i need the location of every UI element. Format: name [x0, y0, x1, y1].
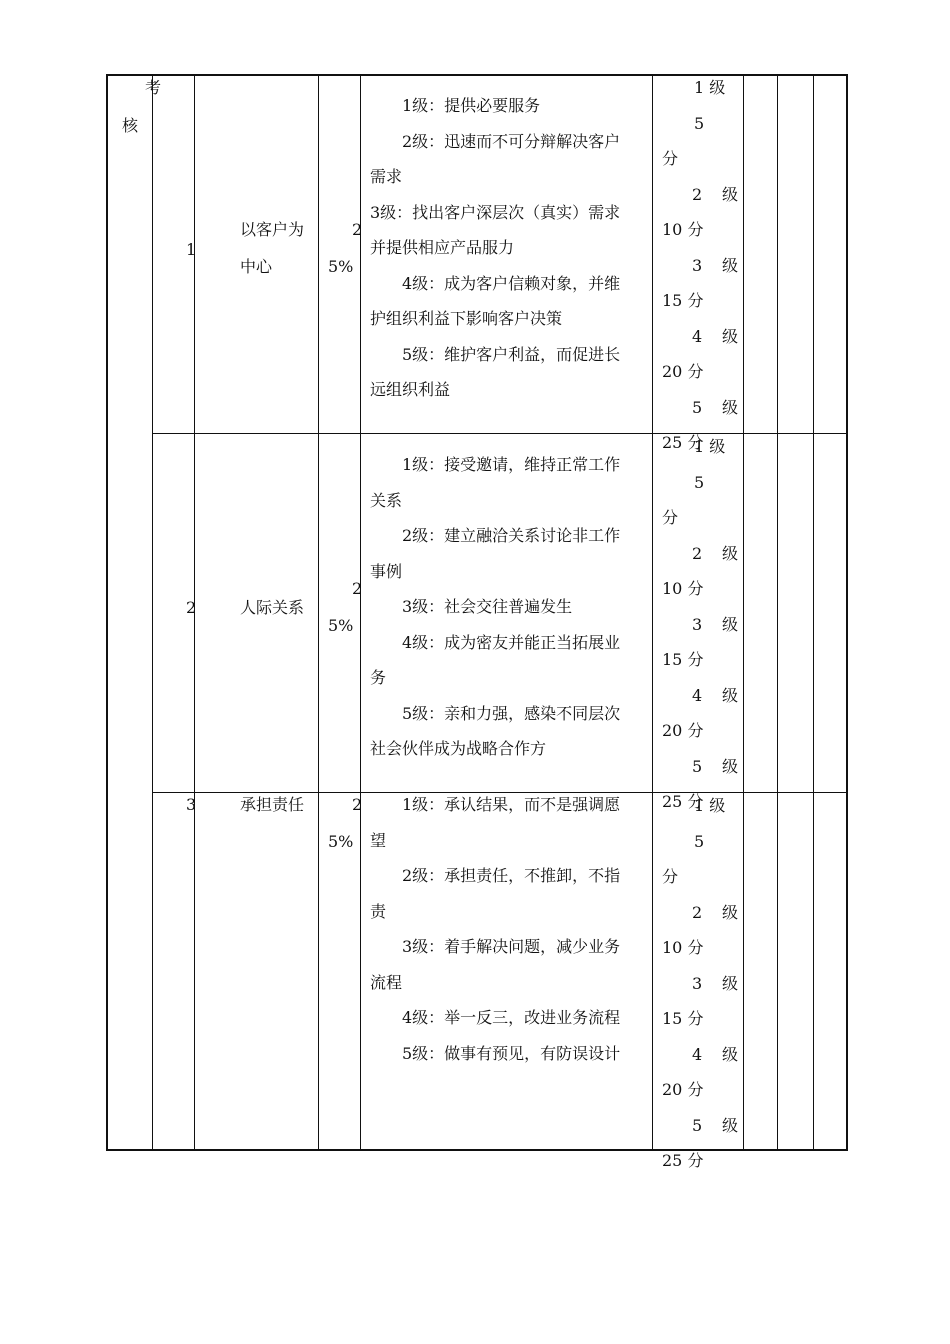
- score-line: 4 级: [692, 685, 738, 705]
- desc-line: 5级：做事有预见，有防误设计: [402, 1043, 621, 1063]
- row-weight: 2: [352, 795, 363, 814]
- row-description: [370, 88, 646, 408]
- row-weight: 5%: [328, 832, 354, 851]
- score-scale: [662, 70, 738, 461]
- desc-line: 护组织利益下影响客户决策: [370, 309, 563, 328]
- desc-line: 关系: [370, 490, 403, 510]
- row-description: [370, 787, 646, 1071]
- score-line: 2 级: [692, 543, 738, 563]
- row-name: 以客户为: [240, 220, 305, 239]
- desc-line: 3级：着手解决问题，减少业务: [402, 937, 621, 956]
- category-char-2: 核: [122, 116, 139, 135]
- desc-line: 务: [370, 668, 387, 687]
- desc-line: 3级：找出客户深层次（真实）需求: [370, 202, 621, 222]
- score-line: 25 分: [662, 792, 704, 811]
- desc-line: 远组织利益: [370, 380, 451, 399]
- grid-line: [652, 74, 653, 1151]
- score-line: 10 分: [662, 220, 704, 239]
- desc-line: 5级：亲和力强，感染不同层次: [402, 703, 621, 723]
- row-name: 中心: [240, 257, 273, 276]
- score-scale: [662, 788, 738, 1179]
- desc-line: 2级：建立融洽关系讨论非工作: [402, 526, 621, 545]
- score-line: 15 分: [662, 650, 704, 669]
- score-line: 5 级: [692, 1115, 738, 1135]
- score-line: 25 分: [662, 1151, 704, 1170]
- score-line: 分: [662, 508, 679, 527]
- desc-line: 流程: [370, 972, 403, 992]
- desc-line: 2级：迅速而不可分辩解决客户: [402, 131, 621, 151]
- desc-line: 4级：举一反三，改进业务流程: [402, 1008, 621, 1027]
- desc-line: 望: [370, 830, 387, 850]
- score-line: 20 分: [662, 362, 704, 381]
- score-line: 5 级: [692, 756, 738, 776]
- score-line: 1 级 5: [694, 437, 726, 492]
- score-scale: [662, 429, 738, 820]
- score-line: 分: [662, 149, 679, 168]
- category-char-1: 考: [145, 78, 162, 97]
- score-line: 1 级 5: [694, 78, 726, 133]
- score-line: 2 级: [692, 902, 738, 922]
- row-divider: [152, 433, 848, 434]
- desc-line: 并提供相应产品服力: [370, 238, 515, 257]
- desc-line: 需求: [370, 167, 403, 186]
- score-line: 10 分: [662, 938, 704, 957]
- score-line: 4 级: [692, 326, 738, 346]
- desc-line: 1级：提供必要服务: [402, 96, 541, 115]
- grid-line: [152, 74, 153, 434]
- score-line: 3 级: [692, 255, 738, 275]
- desc-line: 5级：维护客户利益，而促进长: [402, 344, 621, 364]
- row-weight: 5%: [328, 616, 354, 635]
- row-number: 3: [186, 795, 197, 814]
- row-weight: 2: [352, 579, 363, 598]
- score-line: 3 级: [692, 973, 738, 993]
- row-weight: 2: [352, 220, 363, 239]
- score-line: 4 级: [692, 1044, 738, 1064]
- grid-line: [318, 74, 319, 1151]
- row-name: 承担责任: [240, 795, 305, 814]
- desc-line: 4级：成为密友并能正当拓展业: [402, 632, 621, 652]
- grid-line: [777, 74, 778, 1151]
- score-line: 25 分: [662, 433, 704, 452]
- grid-line: [743, 74, 744, 1151]
- row-description: [370, 447, 646, 767]
- desc-line: 1级：承认结果，而不是强调愿: [402, 795, 621, 814]
- row-number: 2: [186, 598, 197, 617]
- desc-line: 4级：成为客户信赖对象，并维: [402, 273, 621, 293]
- desc-line: 责: [370, 901, 387, 921]
- row-name: 人际关系: [240, 598, 305, 617]
- desc-line: 事例: [370, 561, 403, 581]
- score-line: 分: [662, 867, 679, 886]
- score-line: 2 级: [692, 184, 738, 204]
- row-number: 1: [186, 240, 197, 259]
- score-line: 20 分: [662, 721, 704, 740]
- score-line: 3 级: [692, 614, 738, 634]
- score-line: 20 分: [662, 1080, 704, 1099]
- grid-line: [813, 74, 814, 1151]
- score-line: 10 分: [662, 579, 704, 598]
- score-line: 15 分: [662, 291, 704, 310]
- score-line: 5 级: [692, 397, 738, 417]
- score-line: 15 分: [662, 1009, 704, 1028]
- row-weight: 5%: [328, 257, 354, 276]
- desc-line: 2级：承担责任，不推卸，不指: [402, 866, 621, 885]
- desc-line: 社会伙伴成为战略合作方: [370, 739, 547, 758]
- desc-line: 3级：社会交往普遍发生: [402, 597, 573, 616]
- score-line: 1 级 5: [694, 796, 726, 851]
- desc-line: 1级：接受邀请，维持正常工作: [402, 455, 621, 474]
